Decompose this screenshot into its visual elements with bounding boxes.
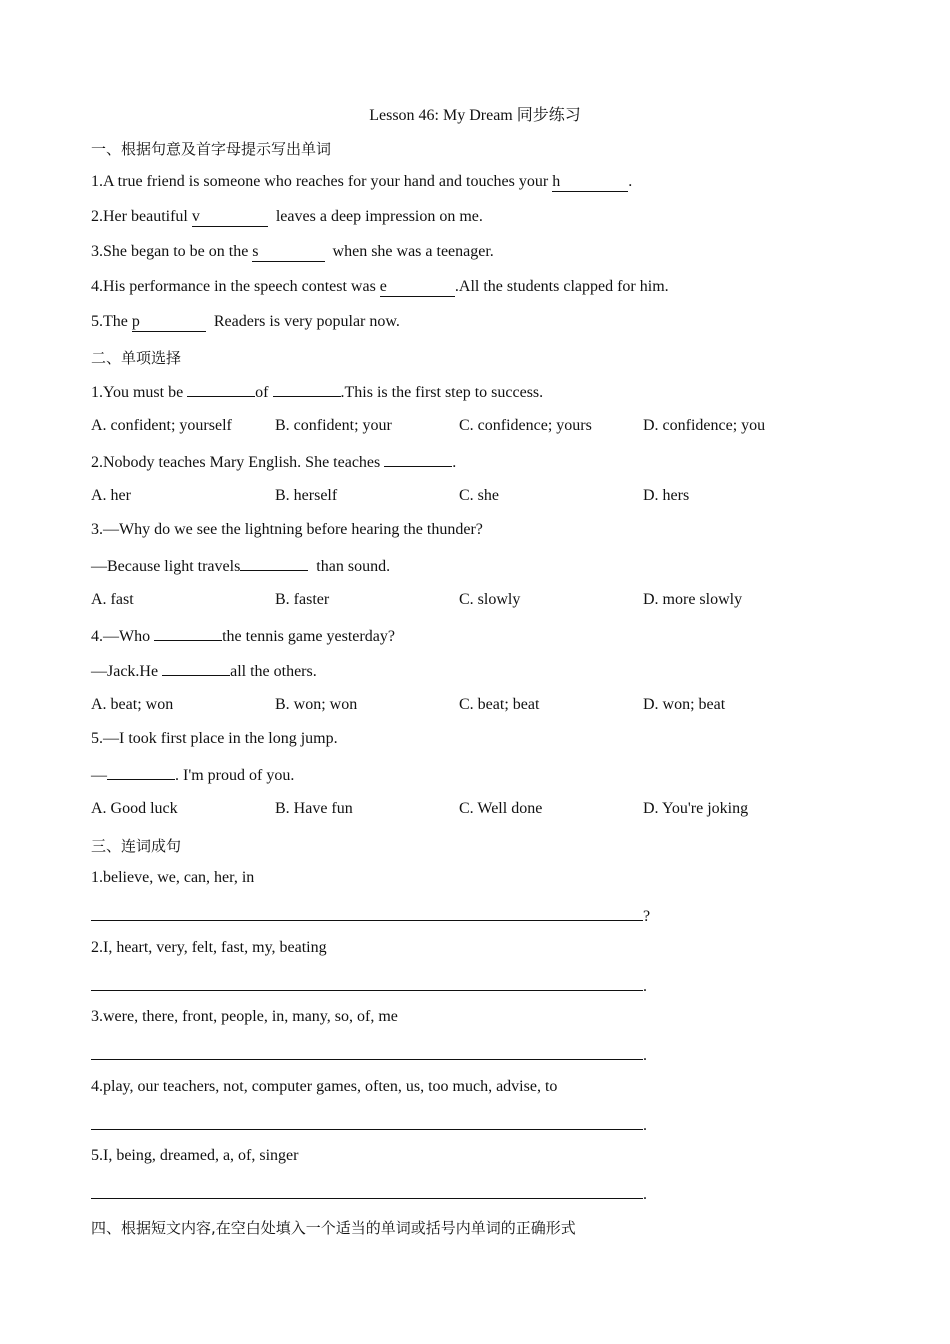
hint-blank[interactable]: s (252, 242, 324, 262)
option-c[interactable]: C. slowly (459, 591, 521, 608)
s3-item-4-words: 4.play, our teachers, not, computer games, often, us, too much, advise, to (91, 1078, 558, 1095)
answer-blank[interactable] (162, 661, 230, 676)
s3-item-4-answer: . (91, 1113, 647, 1135)
s1-item-3: 3.She began to be on the s when she was a teenager. (91, 243, 494, 260)
s3-item-2-answer: . (91, 974, 647, 996)
option-b[interactable]: B. confident; your (275, 417, 392, 434)
option-b[interactable]: B. herself (275, 487, 338, 504)
option-a[interactable]: A. her (91, 487, 131, 504)
option-a[interactable]: A. beat; won (91, 696, 174, 713)
s3-item-3-answer: . (91, 1043, 647, 1065)
option-c[interactable]: C. confidence; yours (459, 417, 592, 434)
answer-blank[interactable] (154, 626, 222, 641)
answer-line[interactable] (91, 1182, 643, 1199)
answer-line[interactable] (91, 974, 643, 991)
option-a[interactable]: A. Good luck (91, 800, 178, 817)
option-b[interactable]: B. won; won (275, 696, 358, 713)
answer-blank[interactable] (187, 382, 255, 397)
option-a[interactable]: A. confident; yourself (91, 417, 232, 434)
s3-item-2-words: 2.I, heart, very, felt, fast, my, beating (91, 939, 327, 956)
s2-q4-line1: 4.—Who the tennis game yesterday? (91, 628, 395, 645)
option-c[interactable]: C. she (459, 487, 499, 504)
s3-item-3-words: 3.were, there, front, people, in, many, so, of, me (91, 1008, 398, 1025)
s2-q4-line2: —Jack.He all the others. (91, 663, 317, 680)
answer-blank[interactable] (384, 452, 452, 467)
hint-blank[interactable]: p (132, 312, 206, 332)
page-title: Lesson 46: My Dream 同步练习 (369, 107, 581, 124)
option-a[interactable]: A. fast (91, 591, 134, 608)
hint-blank[interactable]: e (380, 277, 455, 297)
s3-item-1-words: 1.believe, we, can, her, in (91, 869, 255, 886)
option-b[interactable]: B. Have fun (275, 800, 353, 817)
option-c[interactable]: C. beat; beat (459, 696, 540, 713)
s2-q5-line2: — . I'm proud of you. (91, 767, 295, 784)
s2-q3-line1: 3.—Why do we see the lightning before hearing the thunder? (91, 521, 483, 538)
s1-item-4: 4.His performance in the speech contest was e .All the students clapped for him. (91, 278, 669, 295)
s3-item-5-answer: . (91, 1182, 647, 1204)
s3-item-1-answer: ? (91, 904, 650, 926)
option-c[interactable]: C. Well done (459, 800, 543, 817)
s2-q1: 1.You must be of .This is the first step to success. (91, 384, 544, 401)
section-2-heading: 二、单项选择 (91, 349, 182, 367)
s2-q2: 2.Nobody teaches Mary English. She teaches . (91, 454, 457, 471)
s3-item-5-words: 5.I, being, dreamed, a, of, singer (91, 1147, 299, 1164)
option-b[interactable]: B. faster (275, 591, 330, 608)
s1-item-1: 1.A true friend is someone who reaches for your hand and touches your h . (91, 173, 633, 190)
answer-line[interactable] (91, 1113, 643, 1130)
answer-blank[interactable] (273, 382, 341, 397)
hint-blank[interactable]: v (192, 207, 268, 227)
answer-blank[interactable] (107, 765, 175, 780)
s2-q5-line1: 5.—I took first place in the long jump. (91, 730, 338, 747)
answer-line[interactable] (91, 1043, 643, 1060)
section-3-heading: 三、连词成句 (91, 837, 182, 855)
s1-item-2: 2.Her beautiful v leaves a deep impression on me. (91, 208, 483, 225)
answer-line[interactable] (91, 904, 643, 921)
section-1-heading: 一、根据句意及首字母提示写出单词 (91, 140, 332, 158)
hint-blank[interactable]: h (552, 172, 628, 192)
option-d[interactable]: D. confidence; you (643, 417, 766, 434)
option-d[interactable]: D. won; beat (643, 696, 726, 713)
answer-blank[interactable] (240, 556, 308, 571)
option-d[interactable]: D. hers (643, 487, 690, 504)
s2-q3-line2: —Because light travels than sound. (91, 558, 391, 575)
option-d[interactable]: D. You're joking (643, 800, 749, 817)
s1-item-5: 5.The p Readers is very popular now. (91, 313, 400, 330)
section-4-heading: 四、根据短文内容,在空白处填入一个适当的单词或括号内单词的正确形式 (91, 1219, 576, 1237)
option-d[interactable]: D. more slowly (643, 591, 743, 608)
